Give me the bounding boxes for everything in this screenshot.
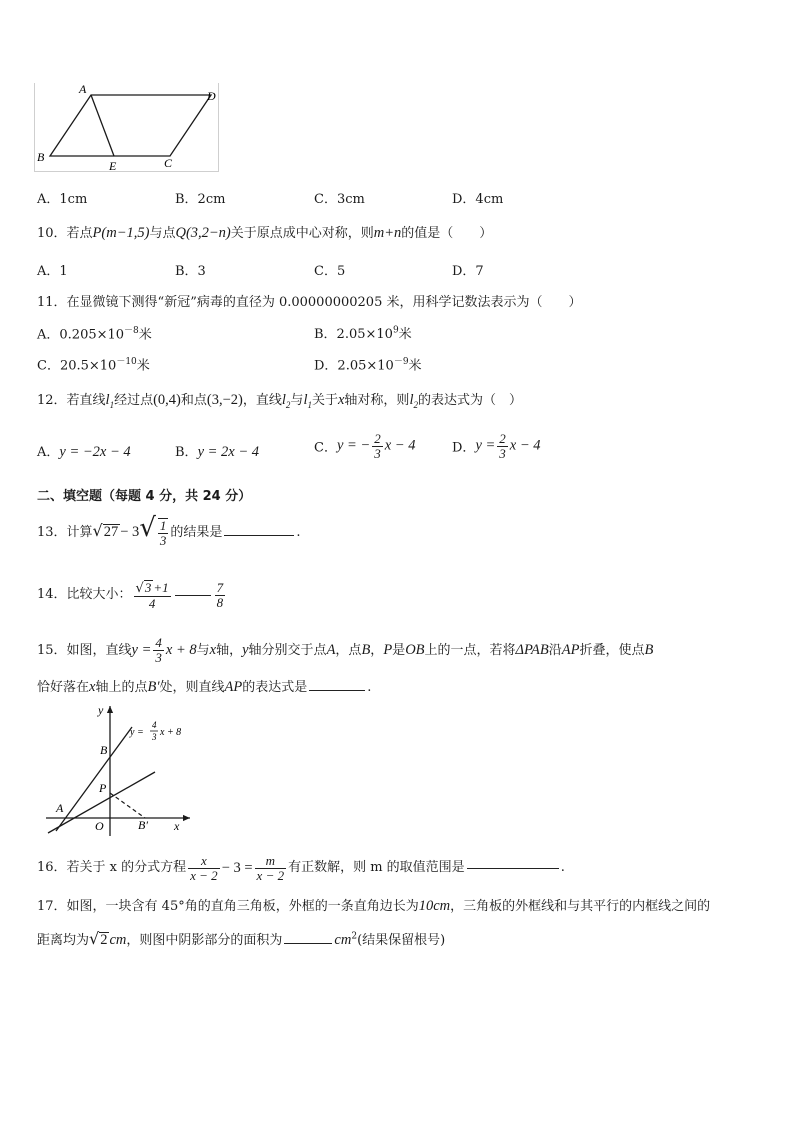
q15-l2-segment-ap: AP (224, 679, 243, 695)
q13-fraction-den: 3 (159, 532, 167, 548)
q15-l2-x: x (89, 679, 96, 695)
sqrt-icon: √ (92, 521, 103, 540)
q17-unit: cm (109, 932, 127, 948)
q11-c-mantissa: C．20.5×10 (37, 358, 117, 374)
q10-text-mid: 与点 (149, 226, 176, 241)
q11-b-mantissa: B．2.05×10 (314, 327, 393, 342)
q13-answer-blank[interactable] (224, 534, 294, 536)
q15-segment-ob: OB (405, 642, 425, 658)
q15-question-line2 (37, 676, 371, 696)
q15-text-i: 沿 (548, 643, 562, 658)
q15-text-b: 与 (196, 643, 210, 658)
q17-text-c: 距离均为 (37, 933, 90, 948)
q10-text-rest: 关于原点成中心对称，则 (230, 226, 374, 241)
q12-c-num: 2 (374, 431, 381, 446)
q14-answer-blank[interactable] (175, 594, 211, 596)
q12-d-pre: y = (475, 437, 496, 454)
q11-c-unit: 米 (136, 358, 150, 374)
q12-b-expr: y = 2x − 4 (197, 444, 260, 460)
q11-b-unit: 米 (398, 327, 412, 342)
q16-fraction-right (255, 854, 287, 882)
sqrt-icon: √ (89, 929, 100, 948)
q15-x: x (209, 642, 217, 658)
q17-unit2: cm (334, 932, 352, 948)
q13-fraction-num: 1 (159, 517, 167, 533)
q12-l2-sub: 2 (285, 399, 291, 410)
q11-option-d[interactable] (314, 354, 422, 373)
q12-c-fraction (372, 432, 383, 460)
q12-text-1: 经过点 (114, 393, 154, 408)
q12-l1-sub: 1 (109, 399, 115, 410)
q15-text-d: 轴分别交于点 (248, 643, 327, 658)
q17-radicand: 2 (100, 932, 108, 948)
q16-question (37, 848, 565, 888)
q15-text-e: ，点 (335, 643, 362, 658)
q12-l1b-letter: l (303, 392, 308, 408)
q17-text-b: ，三角板的外框线和与其平行的内框线之间的 (450, 899, 711, 914)
q10-option-a[interactable]: A．1 (37, 264, 68, 279)
q14-fraction-left (134, 580, 171, 610)
q14-radicand: 3 (144, 579, 152, 595)
graph-label-bprime: B′ (138, 818, 148, 832)
q14-number: 14．比较大小： (37, 587, 132, 602)
q16-right-num: m (255, 854, 287, 869)
q17-text-e: (结果保留根号) (357, 933, 446, 948)
q12-d-num: 2 (499, 431, 506, 446)
q16-right-den: x − 2 (256, 867, 285, 883)
q12-b-label: B． (175, 445, 198, 460)
q12-a-label: A． (37, 445, 60, 460)
q10-option-c[interactable]: C．5 (314, 264, 346, 279)
q15-fraction-num: 4 (155, 635, 162, 651)
q10-text-tail: 的值是（ ） (401, 226, 493, 241)
q15-l2-text-b: 轴上的点 (95, 680, 148, 695)
q16-mid: − 3 = (221, 860, 253, 876)
q11-a-unit: 米 (138, 327, 152, 343)
q11-c-exponent: －10 (116, 357, 137, 367)
point-label-a: A (79, 83, 87, 96)
q10-point-p: P(m−1,5) (92, 225, 150, 241)
q14-left-num-tail: +1 (153, 579, 169, 595)
q13-minus: − 3 (120, 524, 140, 540)
q16-fraction-left (188, 854, 220, 882)
section-heading-fill-in: 二、填空题（每题 4 分，共 24 分） (37, 489, 252, 504)
q15-text-a: 15．如图，直线 (37, 643, 132, 658)
q15-fraction-den: 3 (155, 650, 162, 665)
q17-question-line2 (37, 929, 445, 949)
q11-b-exponent: 9 (392, 325, 399, 336)
q15-text-h: 上的一点，若将 (424, 643, 516, 658)
graph-eq-pre: y = (130, 727, 144, 738)
q12-l2-letter: l (281, 392, 286, 408)
point-label-c: C (164, 156, 173, 170)
graph-label-o: O (95, 819, 104, 833)
q10-option-d[interactable]: D．7 (452, 264, 484, 279)
q15-text-f: ， (370, 643, 384, 658)
graph-y-label: y (98, 703, 104, 717)
q9-option-b[interactable]: B．2cm (175, 192, 226, 207)
q10-expr: m+n (373, 225, 402, 241)
q12-a-expr: y = −2x − 4 (59, 444, 131, 460)
graph-x-label: x (174, 819, 180, 833)
q14-left-den: 4 (148, 595, 156, 611)
q12-line-l2b (409, 392, 418, 408)
q12-text-2: 和点 (180, 393, 207, 408)
q12-text-7: 的表达式为（ ） (417, 393, 522, 408)
q15-text-g: 是 (392, 643, 406, 658)
q13-radicand-1: 27 (103, 524, 119, 540)
q17-answer-blank[interactable] (284, 942, 332, 944)
q15-l2-point-bprime: B′ (147, 679, 160, 695)
q12-option-d[interactable] (452, 432, 541, 460)
q12-text-5: 关于 (311, 393, 338, 408)
graph-label-p: P (99, 781, 107, 795)
q12-c-label: C． (314, 440, 337, 456)
q16-text-a: 16．若关于 x 的分式方程 (37, 860, 187, 875)
q12-line-l1b (303, 392, 312, 408)
q10-point-q: Q(3,2−n) (175, 225, 231, 241)
q15-end: . (367, 680, 372, 695)
q12-d-fraction (497, 432, 508, 460)
q12-c-den: 3 (374, 445, 381, 461)
q9-option-c[interactable]: C．3cm (314, 192, 365, 207)
q12-point-2: (3,−2) (206, 392, 243, 408)
graph-eq-den: 3 (152, 732, 157, 742)
q15-y2: y (242, 642, 249, 658)
q14-left-num (134, 580, 171, 597)
q16-text-b: 有正数解，则 m 的取值范围是 (288, 860, 465, 875)
q15-l2-text-d: 的表达式是 (242, 680, 308, 695)
graph-eq-num: 4 (152, 720, 157, 730)
q12-l2b-letter: l (409, 392, 414, 408)
q13-text-tail: 的结果是 (170, 525, 223, 540)
q15-y: y = (131, 642, 152, 658)
q17-text-d: ，则图中阴影部分的面积为 (126, 933, 283, 948)
fold-segment (110, 793, 145, 818)
q12-d-den: 3 (499, 445, 506, 461)
q15-segment-ap: AP (561, 642, 580, 658)
q12-text-4: 与 (290, 393, 304, 408)
q15-point-b2: B (644, 642, 654, 658)
sqrt-icon: √ (135, 580, 144, 596)
q14-right-num: 7 (216, 579, 224, 595)
q14-question (37, 575, 227, 615)
q12-x: x (337, 392, 345, 408)
q17-question-line1 (37, 895, 710, 915)
q9-option-d[interactable]: D．4cm (452, 192, 504, 207)
q11-option-b[interactable] (314, 323, 412, 342)
q12-option-c[interactable] (314, 432, 415, 460)
q15-x8: x + 8 (165, 642, 197, 658)
q15-text-j: 折叠，使点 (579, 643, 645, 658)
q12-l1-letter: l (105, 392, 110, 408)
q12-option-a[interactable] (37, 441, 131, 461)
q10-question (37, 222, 492, 242)
q16-left-num: x (188, 854, 220, 869)
point-label-d: D (207, 89, 216, 103)
q12-question (37, 389, 522, 410)
q15-text-c: 轴， (216, 643, 243, 658)
q12-l1b-sub: 1 (307, 399, 312, 410)
q14-right-den: 8 (216, 594, 224, 610)
q15-l2-text-a: 恰好落在 (37, 680, 90, 695)
q15-fraction (153, 636, 164, 664)
parallelogram-figure (34, 83, 224, 173)
q12-text-6: 轴对称，则 (344, 393, 410, 408)
q12-c-pre: y = − (336, 437, 371, 454)
q16-answer-blank[interactable] (467, 867, 559, 869)
q11-a-exponent: －8 (124, 326, 139, 336)
q12-d-post: x − 4 (509, 437, 541, 454)
sqrt-icon: √ (139, 513, 156, 543)
q10-option-b[interactable]: B．3 (175, 264, 206, 279)
q15-triangle: ΔPAB (515, 642, 549, 658)
q15-point-a: A (326, 642, 336, 658)
q16-left-den: x − 2 (190, 867, 218, 883)
q12-option-b[interactable] (175, 441, 259, 461)
line-ab (56, 727, 132, 831)
q17-length: 10cm (418, 898, 451, 914)
q13-fraction (158, 518, 169, 547)
graph-label-b: B (100, 743, 108, 757)
point-label-e: E (109, 159, 117, 173)
q11-a-mantissa: A．0.205×10 (37, 327, 125, 343)
q12-c-post: x − 4 (384, 437, 416, 454)
graph-eq-post: x + 8 (160, 727, 182, 738)
q9-option-a[interactable]: A．1cm (37, 192, 88, 207)
point-label-b: B (37, 150, 45, 164)
q13-number: 13．计算 (37, 525, 93, 540)
q15-l2-text-c: 处，则直线 (159, 680, 225, 695)
q12-d-label: D． (452, 440, 476, 456)
q17-text-a: 17．如图，一块含有 45°角的直角三角板，外框的一条直角边长为 (37, 899, 419, 914)
q11-d-exponent: －9 (393, 357, 409, 367)
q10-number: 10．若点 (37, 226, 93, 241)
line-graph-figure (40, 700, 200, 840)
q13-question (37, 511, 301, 548)
q17-square: 2 (351, 931, 358, 942)
q13-end: . (296, 525, 301, 540)
q16-end: . (560, 860, 565, 875)
q14-fraction-right (215, 581, 226, 609)
q15-question-line1 (37, 633, 653, 667)
q12-text-3: ，直线 (242, 393, 282, 408)
q15-answer-blank[interactable] (309, 689, 365, 691)
q15-point-p: P (383, 642, 393, 658)
q12-number: 12．若直线 (37, 393, 106, 408)
q12-line-l1 (106, 392, 115, 408)
q11-question: 11．在显微镜下测得“新冠”病毒的直径为 0.00000000205 米，用科学记数法表示为（ ） (37, 295, 582, 310)
q11-d-unit: 米 (408, 358, 422, 374)
q12-point-1: (0,4) (153, 392, 181, 408)
q11-d-mantissa: D．2.05×10 (314, 358, 394, 374)
q12-l2b-sub: 2 (413, 399, 418, 410)
q15-point-b: B (361, 642, 371, 658)
graph-label-a: A (56, 801, 64, 815)
q11-option-c[interactable] (37, 354, 150, 373)
q11-option-a[interactable] (37, 323, 152, 342)
